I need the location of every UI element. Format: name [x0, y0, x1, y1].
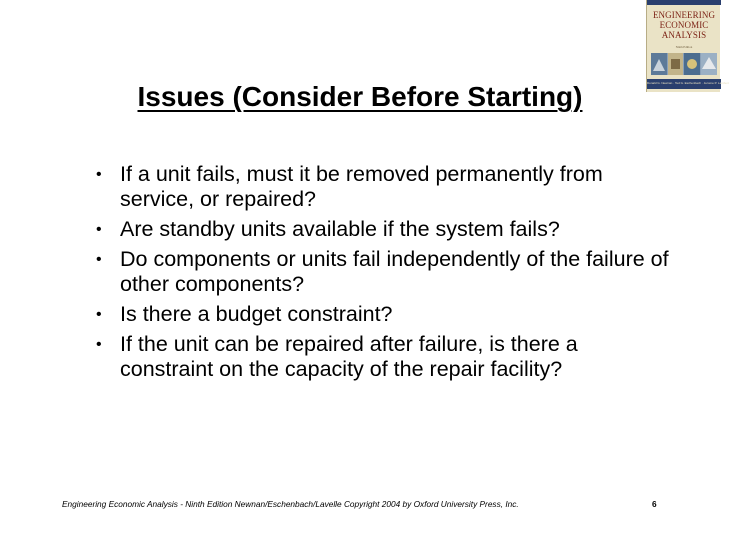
bullet-icon: •	[96, 306, 102, 323]
bullet-item	[96, 302, 676, 327]
bullet-item	[96, 247, 676, 297]
bullet-text: Is there a budget constraint?	[120, 302, 393, 326]
bullet-icon: •	[96, 166, 102, 183]
bullet-text: If a unit fails, must it be removed permanently from service, or repaired?	[120, 162, 603, 211]
bullet-item	[96, 217, 676, 242]
bullet-text: Do components or units fail independently of the failure of other components?	[120, 247, 669, 296]
bullet-text: Are standby units available if the system fails?	[120, 217, 560, 241]
book-cover-title-line: ANALYSIS	[661, 30, 707, 40]
book-cover-title	[647, 10, 721, 40]
page-number: 6	[652, 499, 657, 509]
book-cover-edition: Ninth Edition	[675, 45, 693, 49]
bullet-text: If the unit can be repaired after failure, is there a constraint on the capacity of the repair facility?	[120, 332, 578, 381]
slide-title: Issues (Consider Before Starting)	[137, 81, 583, 112]
book-cover-title-line: ECONOMIC	[659, 20, 709, 30]
bullet-item	[96, 332, 676, 382]
book-cover-top-band	[647, 0, 721, 5]
bullet-icon: •	[96, 221, 102, 238]
slide-footer	[62, 497, 682, 511]
book-cover-image	[646, 0, 729, 92]
book-cover-photo-collage	[651, 53, 717, 75]
book-cover-authors: Donald G. Newnan · Ted G. Eschenbach · Jerome P. Lambert	[647, 81, 729, 85]
book-cover-title-line: ENGINEERING	[652, 10, 716, 20]
bullet-item	[96, 162, 676, 212]
bullet-icon: •	[96, 336, 102, 353]
bullet-icon: •	[96, 251, 102, 268]
bullet-list	[96, 162, 676, 387]
footer-copyright: Engineering Economic Analysis - Ninth Edition Newnan/Eschenbach/Lavelle Copyright 2004 by Oxford University Press, Inc.	[62, 499, 519, 509]
